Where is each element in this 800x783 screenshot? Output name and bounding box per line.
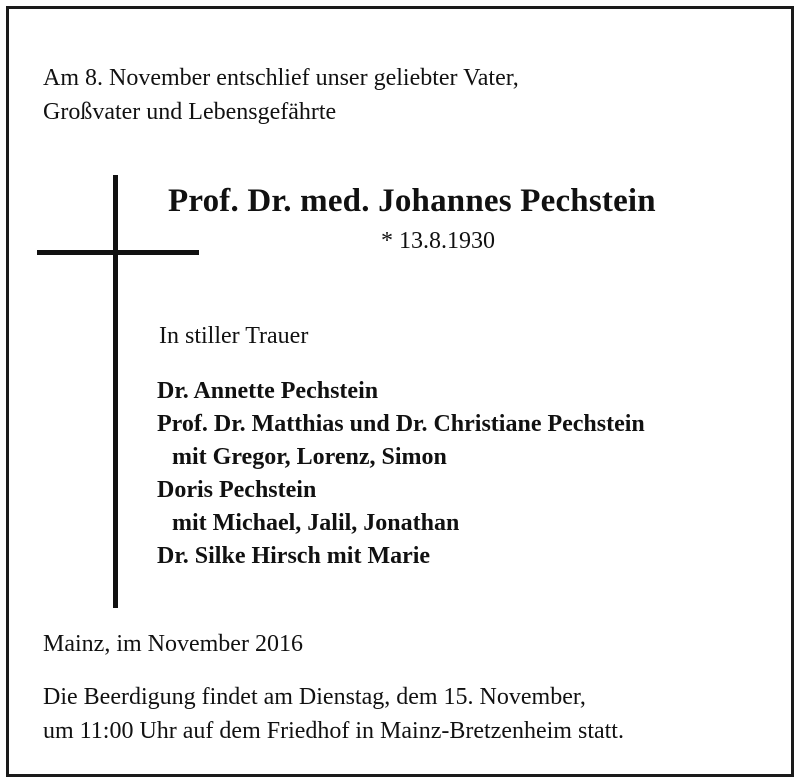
funeral-notice: [43, 680, 624, 748]
family-member: mit Michael, Jalil, Jonathan: [172, 510, 460, 536]
intro-text: [43, 61, 519, 129]
deceased-name: Prof. Dr. med. Johannes Pechstein: [168, 183, 656, 219]
intro-line-2: Großvater und Lebensgefährte: [43, 99, 337, 125]
funeral-line-1: Die Beerdigung findet am Dienstag, dem 15. November,: [43, 684, 586, 710]
family-member: Dr. Silke Hirsch mit Marie: [157, 543, 431, 569]
family-list: [157, 375, 645, 573]
family-member: Dr. Annette Pechstein: [157, 378, 379, 404]
cross-icon-bar: [37, 250, 199, 255]
family-member: Doris Pechstein: [157, 477, 317, 503]
family-member: mit Gregor, Lorenz, Simon: [172, 444, 447, 470]
obituary-frame: [6, 6, 794, 777]
cross-icon: [113, 175, 118, 608]
intro-line-1: Am 8. November entschlief unser geliebter Vater,: [43, 65, 519, 91]
place-date: Mainz, im November 2016: [43, 631, 303, 657]
birth-date: * 13.8.1930: [381, 228, 495, 254]
mourning-label: In stiller Trauer: [159, 323, 309, 349]
funeral-line-2: um 11:00 Uhr auf dem Friedhof in Mainz-Bretzenheim statt.: [43, 718, 624, 744]
family-member: Prof. Dr. Matthias und Dr. Christiane Pechstein: [157, 411, 645, 437]
